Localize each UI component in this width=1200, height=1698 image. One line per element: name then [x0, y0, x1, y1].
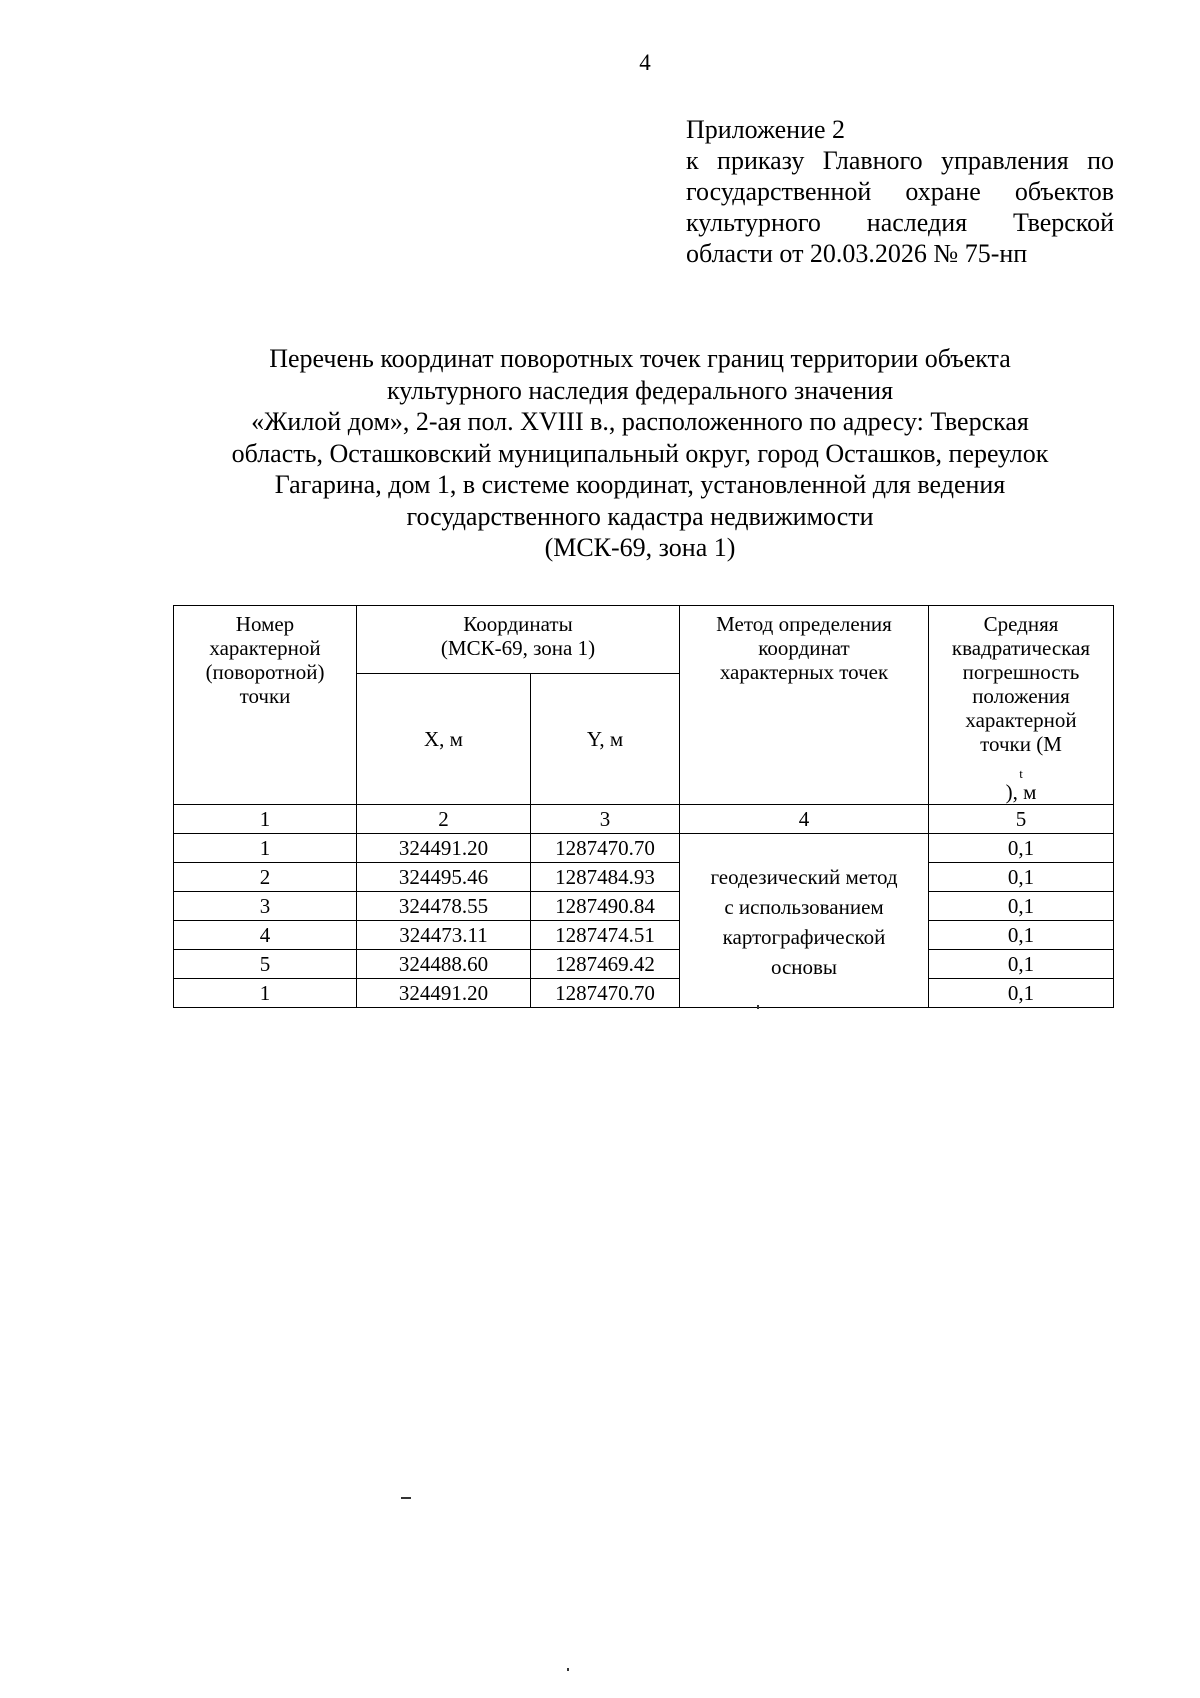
title-line: культурного наследия федерального значения [386, 375, 894, 405]
appendix-block [686, 114, 1114, 269]
table-row [174, 921, 1114, 950]
column-number-row [174, 805, 1114, 834]
title-line: область, Осташковский муниципальный округ, город Осташков, переулок [231, 438, 1049, 468]
title-line: (МСК-69, зона 1) [544, 533, 736, 562]
title-line: Гагарина, дом 1, в системе координат, установленной для ведения [274, 470, 1006, 499]
x-cell: 324495.46 [357, 863, 531, 892]
error-cell: 0,1 [929, 950, 1114, 979]
appendix-line: государственной охране объектов [686, 177, 1114, 206]
page-number: 4 [639, 50, 651, 75]
column-number: 3 [531, 805, 680, 834]
header-method: Метод определения координат характерных точек [680, 606, 929, 805]
x-cell: 324491.20 [357, 834, 531, 863]
scan-mark [401, 1497, 411, 1499]
column-number: 5 [929, 805, 1114, 834]
x-cell: 324473.11 [357, 921, 531, 950]
appendix-line: Приложение 2 [686, 115, 846, 144]
title-line: Перечень координат поворотных точек границ территории объекта [269, 344, 1011, 373]
document-title [160, 343, 1120, 564]
coordinates-table [173, 605, 1114, 1008]
scan-mark [567, 1668, 569, 1671]
x-cell: 324491.20 [357, 979, 531, 1008]
error-cell: 0,1 [929, 834, 1114, 863]
point-cell: 3 [174, 892, 357, 921]
title-line: государственного кадастра недвижимости [406, 501, 874, 531]
header-y: Y, м [531, 673, 680, 804]
point-cell: 2 [174, 863, 357, 892]
table-row [174, 979, 1114, 1008]
column-number: 1 [174, 805, 357, 834]
appendix-line: к приказу Главного управления по [686, 146, 1114, 175]
error-cell: 0,1 [929, 863, 1114, 892]
y-cell: 1287469.42 [531, 950, 680, 979]
column-number: 2 [357, 805, 531, 834]
point-cell: 1 [174, 979, 357, 1008]
table-row [174, 834, 1114, 863]
table-row [174, 950, 1114, 979]
point-cell: 1 [174, 834, 357, 863]
point-cell: 5 [174, 950, 357, 979]
error-cell: 0,1 [929, 892, 1114, 921]
point-cell: 4 [174, 921, 357, 950]
y-cell: 1287470.70 [531, 834, 680, 863]
title-line: «Жилой дом», 2-ая пол. XVIII в., расположенного по адресу: Тверская [251, 407, 1029, 436]
header-x: X, м [357, 673, 531, 804]
x-cell: 324488.60 [357, 950, 531, 979]
header-coordinates: Координаты (МСК-69, зона 1) [357, 606, 680, 674]
appendix-line: культурного наследия Тверской [686, 208, 1114, 237]
y-cell: 1287470.70 [531, 979, 680, 1008]
y-cell: 1287484.93 [531, 863, 680, 892]
header-error: Средняя квадратическая погрешность положения характерной точки (M $_t$ ), м [929, 606, 1114, 805]
x-cell: 324478.55 [357, 892, 531, 921]
header-point-number: Номер характерной (поворотной) точки [174, 606, 357, 805]
scan-mark [757, 1005, 759, 1009]
appendix-line: области от 20.03.2026 № 75-нп [686, 239, 1028, 268]
y-cell: 1287474.51 [531, 921, 680, 950]
table-row [174, 892, 1114, 921]
table-row [174, 863, 1114, 892]
y-cell: 1287490.84 [531, 892, 680, 921]
column-number: 4 [680, 805, 929, 834]
error-cell: 0,1 [929, 921, 1114, 950]
method-cell: геодезический метод с использованием картографической основы [680, 834, 929, 1008]
error-cell: 0,1 [929, 979, 1114, 1008]
